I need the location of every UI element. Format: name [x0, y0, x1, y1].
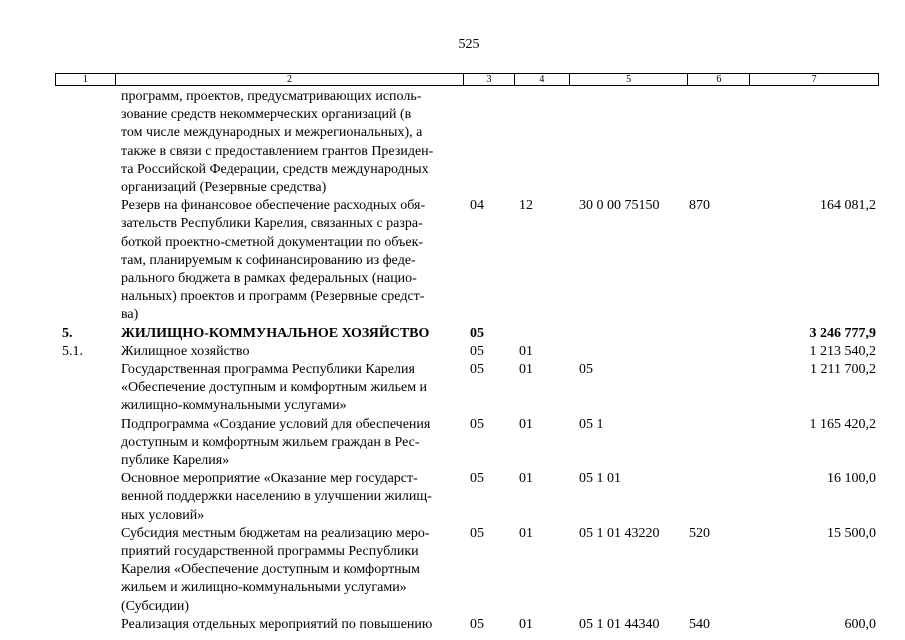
description-line: Основное мероприятие «Оказание мер государст- — [121, 471, 418, 487]
table-header-row — [55, 73, 879, 86]
row-description — [121, 88, 461, 197]
subsection-code: 01 — [519, 343, 533, 359]
row-description — [121, 361, 461, 416]
section-code: 05 — [470, 525, 484, 541]
table-row — [0, 88, 905, 197]
target-article-code: 05 1 01 44340 — [579, 616, 660, 632]
amount: 600,0 — [844, 616, 876, 632]
section-code: 04 — [470, 198, 484, 214]
description-line: там, планируемым к софинансированию из феде- — [121, 252, 416, 268]
description-line: программ, проектов, предусматривающих исполь- — [121, 89, 422, 104]
row-description — [121, 470, 461, 525]
amount: 3 246 777,9 — [809, 325, 876, 341]
column-header-1: 1 — [56, 74, 116, 85]
description-line: том числе международных и межрегиональных), а — [121, 125, 423, 141]
description-line: ных условий» — [121, 507, 205, 523]
amount: 15 500,0 — [827, 525, 876, 541]
row-description — [121, 525, 461, 616]
subsection-code: 01 — [519, 471, 533, 487]
section-code: 05 — [470, 343, 484, 359]
description-line: жилищно-коммунальными услугами» — [121, 398, 347, 414]
amount: 1 165 420,2 — [809, 416, 876, 432]
column-header-4: 4 — [515, 74, 570, 85]
table-row — [0, 361, 905, 416]
row-description — [121, 416, 461, 471]
description-line: Государственная программа Республики Карелия — [121, 362, 415, 378]
table-row — [0, 616, 905, 634]
section-code: 05 — [470, 325, 484, 341]
target-article-code: 05 1 — [579, 416, 604, 432]
description-line: Субсидия местным бюджетам на реализацию меро- — [121, 525, 430, 541]
subsection-code: 01 — [519, 416, 533, 432]
description-line: приятий государственной программы Республики — [121, 544, 419, 560]
description-line: ЖИЛИЩНО-КОММУНАЛЬНОЕ ХОЗЯЙСТВО — [121, 325, 430, 341]
amount: 16 100,0 — [827, 471, 876, 487]
target-article-code: 30 0 00 75150 — [579, 198, 660, 214]
description-line: (Субсидии) — [121, 598, 190, 614]
column-header-6: 6 — [688, 74, 750, 85]
description-line: ва) — [121, 307, 139, 323]
description-line: «Обеспечение доступным и комфортным жильем и — [121, 380, 428, 396]
table-row — [0, 325, 905, 343]
row-description — [121, 616, 461, 634]
row-description — [121, 325, 461, 343]
expense-type-code: 520 — [689, 525, 710, 541]
expense-type-code: 540 — [689, 616, 710, 632]
column-header-3: 3 — [464, 74, 515, 85]
row-number: 5. — [62, 325, 73, 341]
description-line: зование средств некоммерческих организаций (в — [121, 107, 412, 123]
page-number: 525 — [458, 37, 480, 52]
description-line: также в связи с предоставлением грантов Президен- — [121, 143, 434, 159]
description-line: жильем и жилищно-коммунальными услугами» — [121, 580, 407, 596]
amount: 1 211 700,2 — [810, 362, 876, 378]
section-code: 05 — [470, 362, 484, 378]
section-code: 05 — [470, 416, 484, 432]
description-line: Подпрограмма «Создание условий для обеспечения — [121, 416, 431, 432]
target-article-code: 05 1 01 — [579, 471, 621, 487]
description-line: рального бюджета в рамках федеральных (нацио- — [121, 271, 417, 287]
table-row — [0, 343, 905, 361]
table-row — [0, 470, 905, 525]
description-line: Карелия «Обеспечение доступным и комфортным — [121, 562, 420, 578]
description-line: публике Карелия» — [121, 453, 230, 469]
description-line: нальных) проектов и программ (Резервные средст- — [121, 289, 425, 305]
description-line: венной поддержки населению в улучшении жилищ- — [121, 489, 432, 505]
column-header-2: 2 — [116, 74, 464, 85]
row-number: 5.1. — [62, 343, 83, 359]
table-row — [0, 197, 905, 324]
subsection-code: 01 — [519, 362, 533, 378]
description-line: Жилищное хозяйство — [121, 343, 250, 359]
subsection-code: 12 — [519, 198, 533, 214]
description-line: Реализация отдельных мероприятий по повышению — [121, 616, 433, 632]
description-line: зательств Республики Карелия, связанных с разра- — [121, 216, 423, 232]
description-line: организаций (Резервные средства) — [121, 180, 327, 196]
description-line: доступным и комфортным жильем граждан в Рес- — [121, 434, 420, 450]
column-header-7: 7 — [811, 74, 817, 85]
description-line: та Российской Федерации, средств международных — [121, 161, 429, 177]
table-row — [0, 525, 905, 616]
subsection-code: 01 — [519, 616, 533, 632]
description-line: Резерв на финансовое обеспечение расходных обя- — [121, 198, 426, 214]
expense-type-code: 870 — [689, 198, 710, 214]
amount: 1 213 540,2 — [809, 343, 876, 359]
target-article-code: 05 — [579, 362, 593, 378]
target-article-code: 05 1 01 43220 — [579, 525, 660, 541]
amount: 164 081,2 — [820, 198, 876, 214]
row-description — [121, 197, 461, 324]
table-body — [0, 88, 905, 634]
row-description — [121, 343, 461, 361]
column-header-5: 5 — [570, 74, 689, 85]
section-code: 05 — [470, 471, 484, 487]
description-line: боткой проектно-сметной документации по объек- — [121, 234, 424, 250]
table-row — [0, 416, 905, 471]
subsection-code: 01 — [519, 525, 533, 541]
section-code: 05 — [470, 616, 484, 632]
